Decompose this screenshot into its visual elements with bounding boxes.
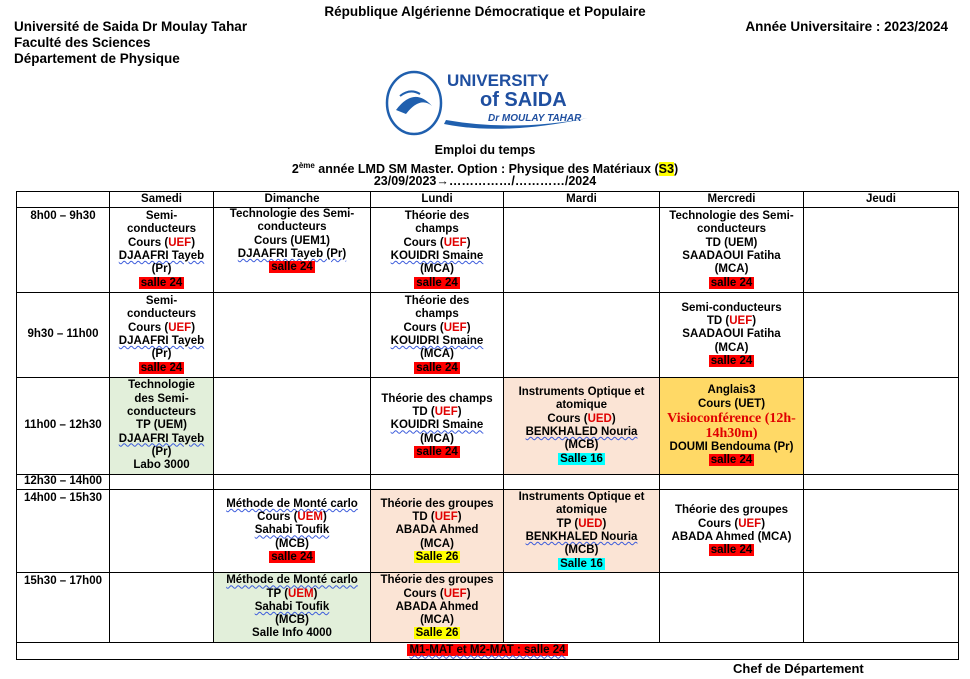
course-cell (504, 378, 660, 475)
ue-code: UEF (738, 517, 762, 530)
course-type (504, 413, 659, 426)
course-cell (371, 293, 504, 378)
room-badge: salle 24 (140, 276, 183, 289)
ue-code: UEM (288, 587, 314, 600)
course-cell (214, 208, 371, 293)
empty-cell (214, 475, 371, 490)
course-cell (660, 490, 804, 573)
course-name: conducteurs (126, 406, 196, 419)
day-header: Jeudi (804, 192, 959, 208)
republic-header: République Algérienne Démocratique et Populaire (324, 4, 646, 19)
room-badge: salle 24 (710, 276, 753, 289)
type-label: Cours ( (403, 587, 444, 600)
teacher-grade: (MCA) (714, 263, 749, 276)
course-name: Instruments Optique et (518, 386, 645, 399)
university-logo (384, 66, 592, 140)
time-slot: 12h30 – 14h00 (17, 475, 110, 490)
teacher-name: ABADA Ahmed (395, 600, 479, 613)
room-badge: Salle 26 (415, 550, 459, 563)
empty-cell (371, 475, 504, 490)
course-cell (214, 573, 371, 643)
time-slot: 9h30 – 11h00 (17, 293, 110, 378)
room-badge: salle 24 (416, 361, 458, 374)
room-badge: Salle 16 (560, 557, 603, 570)
footer-row (17, 643, 959, 660)
empty-cell (804, 378, 959, 475)
course-type (110, 237, 213, 250)
empty-cell (504, 573, 660, 643)
course-cell (110, 208, 214, 293)
videoconference-note: Visioconférence (12h-14h30m) (667, 411, 796, 441)
logo-line-saida: of SAIDA (480, 89, 567, 111)
course-cell (371, 208, 504, 293)
year-suffix: ème (298, 161, 315, 170)
program-text: année LMD SM Master. Option : Physique des Matériaux ( (314, 162, 659, 177)
logo-line-university: UNIVERSITY (447, 71, 550, 90)
room-badge: Salle 26 (415, 627, 459, 640)
type-close: ) (611, 412, 616, 425)
empty-cell (804, 573, 959, 643)
teacher-name: Sahabi Toufik (254, 524, 330, 537)
teacher-grade: (MCA) (420, 263, 454, 276)
semester-badge: S3 (658, 162, 674, 177)
teacher-grade: (MCB) (275, 614, 309, 627)
course-type (504, 518, 659, 531)
course-type: TD (UEM) (705, 236, 758, 249)
teacher-grade: (Pr) (151, 348, 172, 361)
institution-block (14, 19, 247, 67)
day-header: Mardi (504, 192, 660, 208)
day-header: Mercredi (660, 192, 804, 208)
teacher-name: DJAAFRI Tayeb (118, 432, 205, 445)
course-name: Théorie des champs (381, 392, 493, 405)
date-range: 23/09/2023→……………/…………/2024 (373, 174, 597, 188)
year-number: 2 (291, 162, 299, 177)
course-name: Technologie (128, 379, 195, 392)
room-badge: salle 24 (416, 445, 458, 458)
course-name: Semi- (145, 210, 178, 223)
teacher-grade: (MCA) (420, 614, 454, 627)
course-name: Théorie des groupes (380, 497, 494, 510)
footer-cell (17, 643, 959, 660)
course-type (371, 322, 503, 335)
course-name: conducteurs (126, 223, 196, 236)
logo-emblem-stroke (400, 91, 420, 96)
type-label: Cours ( (127, 236, 169, 249)
course-cell (110, 293, 214, 378)
teacher-name: ABADA Ahmed (MCA) (671, 531, 792, 543)
type-label: Cours ( (403, 321, 444, 334)
course-name: conducteurs (257, 221, 327, 234)
course-name: Théorie des groupes (380, 574, 494, 587)
course-type (660, 518, 803, 531)
empty-cell (804, 490, 959, 573)
course-name: Méthode de Monté carlo (226, 497, 358, 510)
type-close: ) (466, 321, 471, 334)
room-badge: salle 24 (271, 550, 313, 563)
department-head-label: Chef de Département (733, 661, 864, 676)
type-close: ) (466, 587, 471, 600)
type-label: TP ( (266, 587, 289, 600)
slot-row (17, 573, 959, 643)
logo-line-dr: Dr MOULAY TAHAR (488, 113, 582, 124)
empty-cell (110, 475, 214, 490)
slot-row (17, 490, 959, 573)
type-close: ) (761, 517, 766, 530)
room-badge: salle 24 (416, 276, 458, 289)
day-header: Samedi (110, 192, 214, 208)
ue-code: UEF (434, 406, 458, 419)
course-name: atomique (555, 504, 608, 517)
course-name: Anglais3 (707, 384, 756, 397)
course-cell (371, 573, 504, 643)
course-name: Instruments Optique et (518, 491, 645, 504)
course-name: Méthode de Monté carlo (226, 574, 358, 587)
time-slot: 15h30 – 17h00 (17, 573, 110, 643)
empty-cell (504, 208, 660, 293)
type-close: ) (191, 236, 196, 249)
course-cell (504, 490, 660, 573)
course-name: conducteurs (696, 223, 766, 236)
empty-cell (110, 573, 214, 643)
empty-cell (804, 293, 959, 378)
type-label: Cours ( (403, 236, 444, 249)
ue-code: UEF (443, 587, 467, 600)
type-label: Cours ( (127, 321, 169, 334)
teacher-name: KOUIDRI Smaine (390, 335, 484, 347)
ue-code: UED (587, 412, 612, 425)
type-close: ) (752, 315, 757, 328)
academic-year: Année Universitaire : 2023/2024 (745, 19, 948, 34)
department-name: Département de Physique (14, 51, 180, 66)
teacher-name: KOUIDRI Smaine (390, 250, 484, 262)
room-label: Labo 3000 (133, 459, 190, 472)
teacher-name: BENKHALED Nouria (525, 426, 638, 438)
course-name: Technologie des Semi- (669, 210, 794, 223)
course-type (214, 511, 370, 524)
empty-cell (504, 293, 660, 378)
teacher-name: Sahabi Toufik (254, 600, 330, 613)
teacher-grade: (MCA) (420, 537, 454, 550)
corner-cell (17, 192, 110, 208)
course-name: des Semi- (134, 392, 189, 405)
day-header: Dimanche (214, 192, 371, 208)
type-label: TD ( (706, 315, 730, 328)
slot-row (17, 293, 959, 378)
type-label: Cours ( (697, 517, 739, 530)
empty-cell (214, 293, 371, 378)
course-name: champs (415, 223, 459, 236)
teacher-grade: (Pr) (151, 263, 172, 276)
teacher-name: SAADAOUI Fatiha (682, 328, 781, 341)
ue-code: UEM (297, 511, 323, 524)
course-name: Théorie des (404, 295, 470, 308)
schedule-title: Emploi du temps (434, 143, 536, 157)
empty-cell (504, 475, 660, 490)
teacher-grade: (MCA) (420, 432, 454, 445)
header-row (17, 192, 959, 208)
type-label: Cours ( (257, 511, 298, 524)
program-close: ) (673, 162, 679, 177)
teacher-grade: (MCA) (420, 348, 454, 361)
course-cell (371, 378, 504, 475)
room-badge: salle 24 (710, 544, 753, 557)
empty-cell (804, 475, 959, 490)
course-name: champs (415, 308, 459, 321)
type-label: Cours ( (547, 412, 588, 425)
ue-code: UEF (443, 321, 467, 334)
type-close: ) (313, 587, 318, 600)
day-header: Lundi (371, 192, 504, 208)
course-type (660, 315, 803, 328)
ue-code: UEF (729, 315, 753, 328)
timetable (16, 191, 959, 660)
course-type: Cours (UET) (697, 397, 766, 410)
type-close: ) (457, 511, 462, 524)
ue-code: UED (578, 517, 603, 530)
time-slot: 11h00 – 12h30 (17, 378, 110, 475)
empty-cell (110, 490, 214, 573)
teacher-grade: (MCB) (564, 439, 599, 452)
type-label: TP ( (556, 517, 579, 530)
empty-cell (804, 208, 959, 293)
course-type (371, 511, 503, 524)
course-type (371, 237, 503, 250)
university-name: Université de Saida Dr Moulay Tahar (14, 19, 248, 34)
teacher-name: ABADA Ahmed (395, 524, 479, 537)
teacher-name: KOUIDRI Smaine (390, 419, 484, 432)
teacher-grade: (MCA) (714, 341, 749, 354)
teacher-name: BENKHALED Nouria (525, 531, 638, 543)
course-type (214, 588, 370, 601)
course-cell (110, 378, 214, 475)
type-close: ) (457, 406, 462, 419)
teacher-name: DOUMI Bendouma (Pr) (669, 441, 794, 453)
logo-emblem-mark (396, 97, 432, 114)
course-cell (660, 293, 804, 378)
course-cell (214, 490, 371, 573)
room-badge: salle 24 (140, 361, 183, 374)
course-type (371, 588, 503, 601)
teacher-grade: (MCB) (275, 537, 309, 550)
slot-row (17, 475, 959, 490)
slot-row (17, 378, 959, 475)
teacher-grade: (Pr) (151, 445, 172, 458)
course-name: Théorie des (404, 210, 470, 223)
room-badge: salle 24 (710, 454, 753, 467)
course-type: TP (UEM) (136, 419, 187, 432)
course-type (371, 406, 503, 419)
course-name: atomique (555, 399, 608, 412)
ue-code: UEF (434, 511, 458, 524)
teacher-name: SAADAOUI Fatiha (682, 250, 781, 262)
empty-cell (660, 573, 804, 643)
teacher-name: DJAAFRI Tayeb (118, 335, 205, 347)
teacher-name: DJAAFRI Tayeb (Pr) (237, 247, 347, 260)
course-cell (371, 490, 504, 573)
course-cell (660, 378, 804, 475)
type-label: TD ( (412, 511, 435, 524)
type-label: TD ( (412, 406, 435, 419)
course-name: Technologie des Semi- (229, 208, 355, 220)
room-badge: salle 24 (271, 261, 313, 274)
course-name: Semi-conducteurs (681, 301, 782, 314)
room-badge: salle 24 (710, 354, 753, 367)
course-type: Cours (UEM1) (253, 234, 331, 247)
course-name: Théorie des groupes (674, 504, 789, 517)
empty-cell (214, 378, 371, 475)
teacher-name: DJAAFRI Tayeb (118, 250, 205, 262)
faculty-name: Faculté des Sciences (14, 35, 151, 50)
ue-code: UEF (168, 321, 192, 334)
course-type (110, 322, 213, 335)
type-close: ) (466, 236, 471, 249)
teacher-grade: (MCB) (564, 544, 599, 557)
footer-note: M1-MAT et M2-MAT : salle 24 (409, 644, 566, 657)
empty-cell (660, 475, 804, 490)
type-close: ) (322, 511, 327, 524)
time-slot: 8h00 – 9h30 (17, 208, 110, 293)
course-name: Semi- (145, 295, 178, 308)
type-close: ) (602, 517, 607, 530)
room-label: Salle Info 4000 (252, 627, 332, 640)
ue-code: UEF (168, 236, 192, 249)
course-cell (660, 208, 804, 293)
course-name: conducteurs (126, 308, 196, 321)
type-close: ) (191, 321, 196, 334)
room-badge: Salle 16 (560, 452, 603, 465)
slot-row (17, 208, 959, 293)
ue-code: UEF (443, 236, 467, 249)
time-slot: 14h00 – 15h30 (17, 490, 110, 573)
